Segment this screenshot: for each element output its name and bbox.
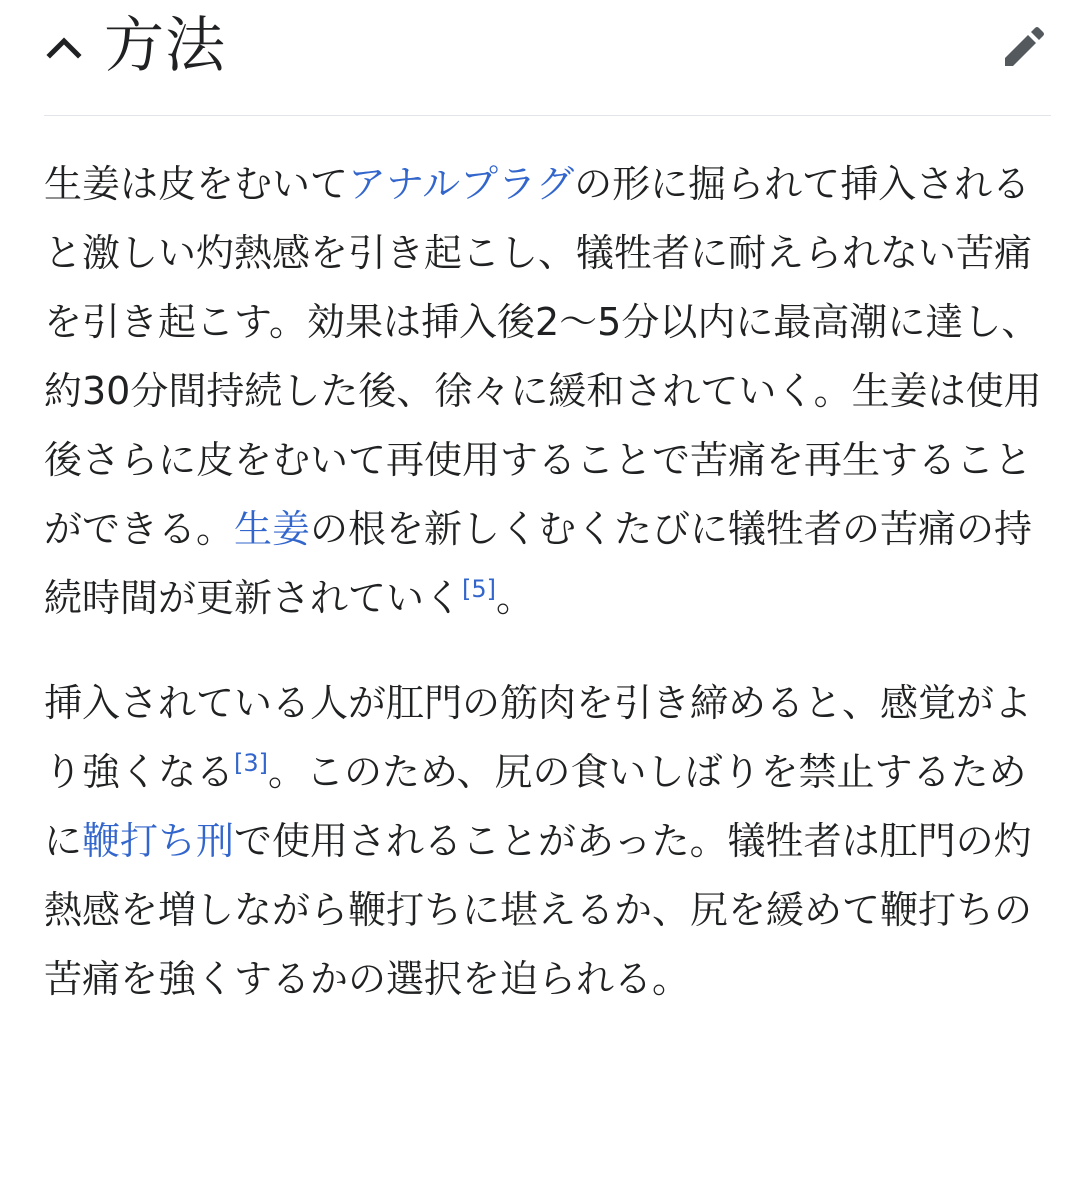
reference-sup [462, 575, 496, 603]
text-run: 生姜は皮をむいて [44, 162, 349, 206]
link-flogging[interactable]: 鞭打ち刑 [82, 819, 235, 863]
pencil-icon [999, 20, 1051, 72]
text-run: 挿入されている人が肛門の筋肉を引き締めると、感覚がより強くなる [44, 681, 1033, 794]
link-ginger[interactable]: 生姜 [234, 507, 311, 551]
collapse-section-button[interactable] [44, 28, 88, 64]
paragraph [44, 669, 1051, 1014]
text-run: で使用されることがあった。犠牲者は肛門の灼熱感を増しながら鞭打ちに堪えるか、尻を緩めて鞭打ちの苦痛を強くするかの選択を迫られる。 [44, 819, 1033, 1001]
chevron-up-icon [44, 28, 84, 64]
reference-link-5[interactable]: [5] [462, 575, 497, 603]
text-run: の形に掘られて挿入されると激しい灼熱感を引き起こし、犠牲者に耐えられない苦痛を引き起こす。効果は挿入後2〜5分以内に最高潮に達し、約30分間持続した後、徐々に緩和されていく。生姜は使用後さらに皮をむいて再使用することで苦痛を再生することができる。 [44, 162, 1042, 551]
text-run: の根を新しくむくたびに犠牲者の苦痛の持続時間が更新されていく [44, 507, 1033, 620]
section-content [44, 150, 1051, 1014]
section-header [44, 0, 1051, 116]
section-title: 方法 [104, 11, 226, 81]
text-run: 。 [496, 576, 535, 620]
edit-section-button[interactable] [999, 20, 1051, 72]
text-run: 。このため、尻の食いしばりを禁止するために [44, 750, 1027, 863]
reference-link-3[interactable]: [3] [234, 749, 269, 777]
paragraph [44, 150, 1051, 633]
link-anal-plug[interactable]: アナルプラグ [348, 162, 575, 206]
reference-sup [234, 749, 268, 777]
